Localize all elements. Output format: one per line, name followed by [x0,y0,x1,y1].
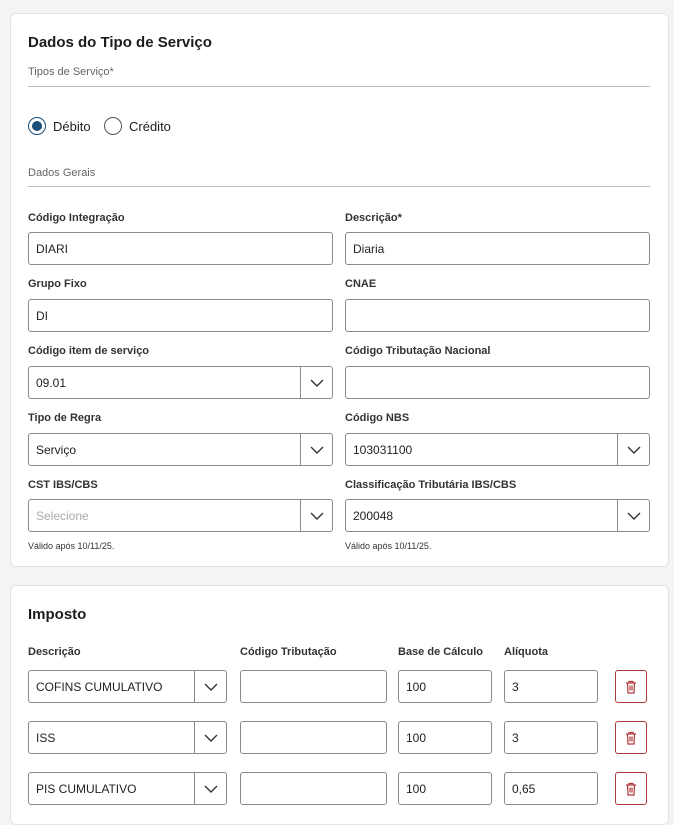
tax-col-codigo: Código Tributação [240,646,337,658]
codigo-trib-nacional-label: Código Tributação Nacional [345,345,491,357]
tax-col-descricao: Descrição [28,646,81,658]
tax-row-descricao-select[interactable] [28,772,227,805]
tipo-regra-value: Serviço [36,442,77,457]
tax-card [10,585,669,825]
class-trib-select[interactable] [345,499,650,532]
descricao-value: Diaria [353,241,385,256]
tax-row-aliquota-value: 3 [512,730,519,745]
radio-debit-label: Débito [53,118,91,134]
descricao-input[interactable] [345,232,650,265]
codigo-integracao-value: DIARI [36,241,69,256]
cst-select[interactable] [28,499,333,532]
tax-col-aliquota: Alíquota [504,646,548,658]
radio-credit-circle[interactable] [104,117,122,135]
tax-row-descricao-value: COFINS CUMULATIVO [36,679,163,694]
service-types-divider [28,86,650,87]
codigo-item-value: 09.01 [36,375,67,390]
codigo-integracao-label: Código Integração [28,212,125,224]
class-trib-hint: Válido após 10/11/25. [345,541,432,551]
cst-hint: Válido após 10/11/25. [28,541,115,551]
tax-row-codigo-input[interactable] [240,721,387,754]
class-trib-label: Classificação Tributária IBS/CBS [345,479,517,491]
cnae-label: CNAE [345,278,377,290]
tax-title: Imposto [28,606,87,623]
trash-icon [625,680,637,694]
general-data-label: Dados Gerais [28,167,96,179]
codigo-integracao-input[interactable] [28,232,333,265]
tax-row-descricao-value: ISS [36,730,56,745]
tax-row-aliquota-input[interactable] [504,772,598,805]
tax-row-aliquota-input[interactable] [504,670,598,703]
radio-credit-label: Crédito [129,118,171,134]
codigo-trib-nacional-input[interactable] [345,366,650,399]
delete-tax-row-button[interactable] [615,772,647,805]
grupo-fixo-input[interactable] [28,299,333,332]
chevron-down-icon[interactable] [194,722,226,753]
trash-icon [625,731,637,745]
codigo-nbs-value: 103031100 [353,442,413,457]
chevron-down-icon[interactable] [617,434,649,465]
delete-tax-row-button[interactable] [615,670,647,703]
tax-row-base-input[interactable] [398,670,492,703]
codigo-item-label: Código item de serviço [28,345,150,357]
tax-row-descricao-select[interactable] [28,670,227,703]
codigo-item-select[interactable] [28,366,333,399]
cnae-input[interactable] [345,299,650,332]
tax-row-aliquota-input[interactable] [504,721,598,754]
cst-label: CST IBS/CBS [28,479,98,491]
service-type-card [10,13,669,567]
tax-row-codigo-input[interactable] [240,772,387,805]
tipo-regra-label: Tipo de Regra [28,412,102,424]
cst-placeholder: Selecione [36,508,89,523]
tax-row-codigo-input[interactable] [240,670,387,703]
class-trib-value: 200048 [353,508,394,523]
tax-row-base-input[interactable] [398,772,492,805]
descricao-label: Descrição* [345,212,402,224]
radio-debit-circle[interactable] [28,117,46,135]
tax-row-aliquota-value: 0,65 [512,781,536,796]
radio-debit[interactable] [28,117,91,135]
grupo-fixo-value: DI [36,308,48,323]
chevron-down-icon[interactable] [300,367,332,398]
tax-col-base: Base de Cálculo [398,646,483,658]
tax-row-base-value: 100 [406,679,427,694]
general-data-divider [28,186,650,187]
codigo-nbs-label: Código NBS [345,412,410,424]
tax-row-aliquota-value: 3 [512,679,519,694]
tipo-regra-select[interactable] [28,433,333,466]
chevron-down-icon[interactable] [300,434,332,465]
tax-row-base-input[interactable] [398,721,492,754]
chevron-down-icon[interactable] [194,773,226,804]
tax-row-descricao-value: PIS CUMULATIVO [36,781,137,796]
tax-row-descricao-select[interactable] [28,721,227,754]
trash-icon [625,782,637,796]
chevron-down-icon[interactable] [617,500,649,531]
tax-row-base-value: 100 [406,730,427,745]
tax-row-base-value: 100 [406,781,427,796]
service-type-title: Dados do Tipo de Serviço [28,34,212,51]
delete-tax-row-button[interactable] [615,721,647,754]
service-types-label: Tipos de Serviço* [28,66,114,78]
grupo-fixo-label: Grupo Fixo [28,278,87,290]
chevron-down-icon[interactable] [194,671,226,702]
chevron-down-icon[interactable] [300,500,332,531]
codigo-nbs-select[interactable] [345,433,650,466]
radio-credit[interactable] [104,117,171,135]
